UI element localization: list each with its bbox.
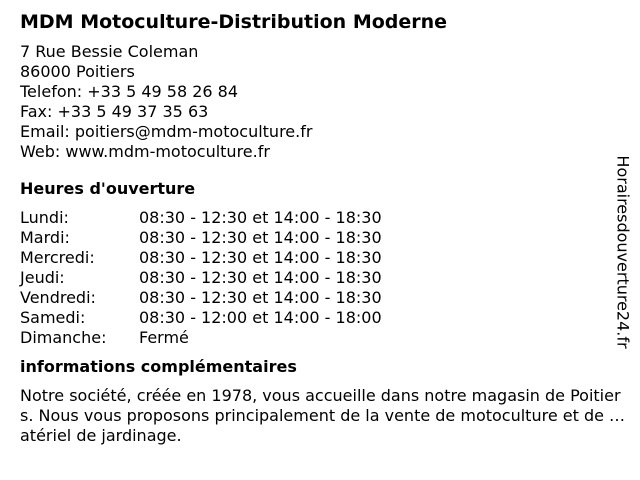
day-label: Vendredi: <box>20 288 96 307</box>
day-hours: 08:30 - 12:30 et 14:00 - 18:30 <box>139 228 382 247</box>
hours-row-saturday <box>20 308 632 328</box>
fax-number: Fax: +33 5 49 37 35 63 <box>20 102 209 121</box>
day-hours: 08:30 - 12:30 et 14:00 - 18:30 <box>139 288 382 307</box>
city-postcode: 86000 Poitiers <box>20 62 135 81</box>
hours-row-tuesday <box>20 228 632 248</box>
hours-row-thursday <box>20 268 632 288</box>
day-hours: 08:30 - 12:30 et 14:00 - 18:30 <box>139 248 382 267</box>
day-label: Samedi: <box>20 308 86 327</box>
day-label: Jeudi: <box>20 268 65 287</box>
day-hours: 08:30 - 12:00 et 14:00 - 18:00 <box>139 308 382 327</box>
business-card <box>20 10 632 445</box>
business-name: MDM Motoculture-Distribution Moderne <box>20 11 448 33</box>
street-address: 7 Rue Bessie Coleman <box>20 42 199 61</box>
day-label: Lundi: <box>20 208 69 227</box>
phone-number: Telefon: +33 5 49 58 26 84 <box>20 82 239 101</box>
day-label: Dimanche: <box>20 328 107 347</box>
day-label: Mardi: <box>20 228 70 247</box>
email-address: Email: poitiers@mdm-motoculture.fr <box>20 122 313 141</box>
additional-info-heading: informations complémentaires <box>20 357 297 376</box>
site-watermark: Horairesdouverture24.fr <box>613 155 633 349</box>
opening-hours-heading: Heures d'ouverture <box>20 179 196 198</box>
day-hours: 08:30 - 12:30 et 14:00 - 18:30 <box>139 268 382 287</box>
business-description: Notre société, créée en 1978, vous accueille dans notre magasin de Poitiers. Nous vous proposons principalement de la vente de motoculture et de matériel de jardinage. <box>20 386 625 445</box>
website: Web: www.mdm-motoculture.fr <box>20 142 270 161</box>
day-label: Mercredi: <box>20 248 95 267</box>
hours-row-friday <box>20 288 632 308</box>
opening-hours-table <box>20 208 632 348</box>
address-block <box>20 42 632 162</box>
day-hours: Fermé <box>139 328 189 347</box>
hours-row-monday <box>20 208 632 228</box>
hours-row-sunday <box>20 328 632 348</box>
hours-row-wednesday <box>20 248 632 268</box>
day-hours: 08:30 - 12:30 et 14:00 - 18:30 <box>139 208 382 227</box>
